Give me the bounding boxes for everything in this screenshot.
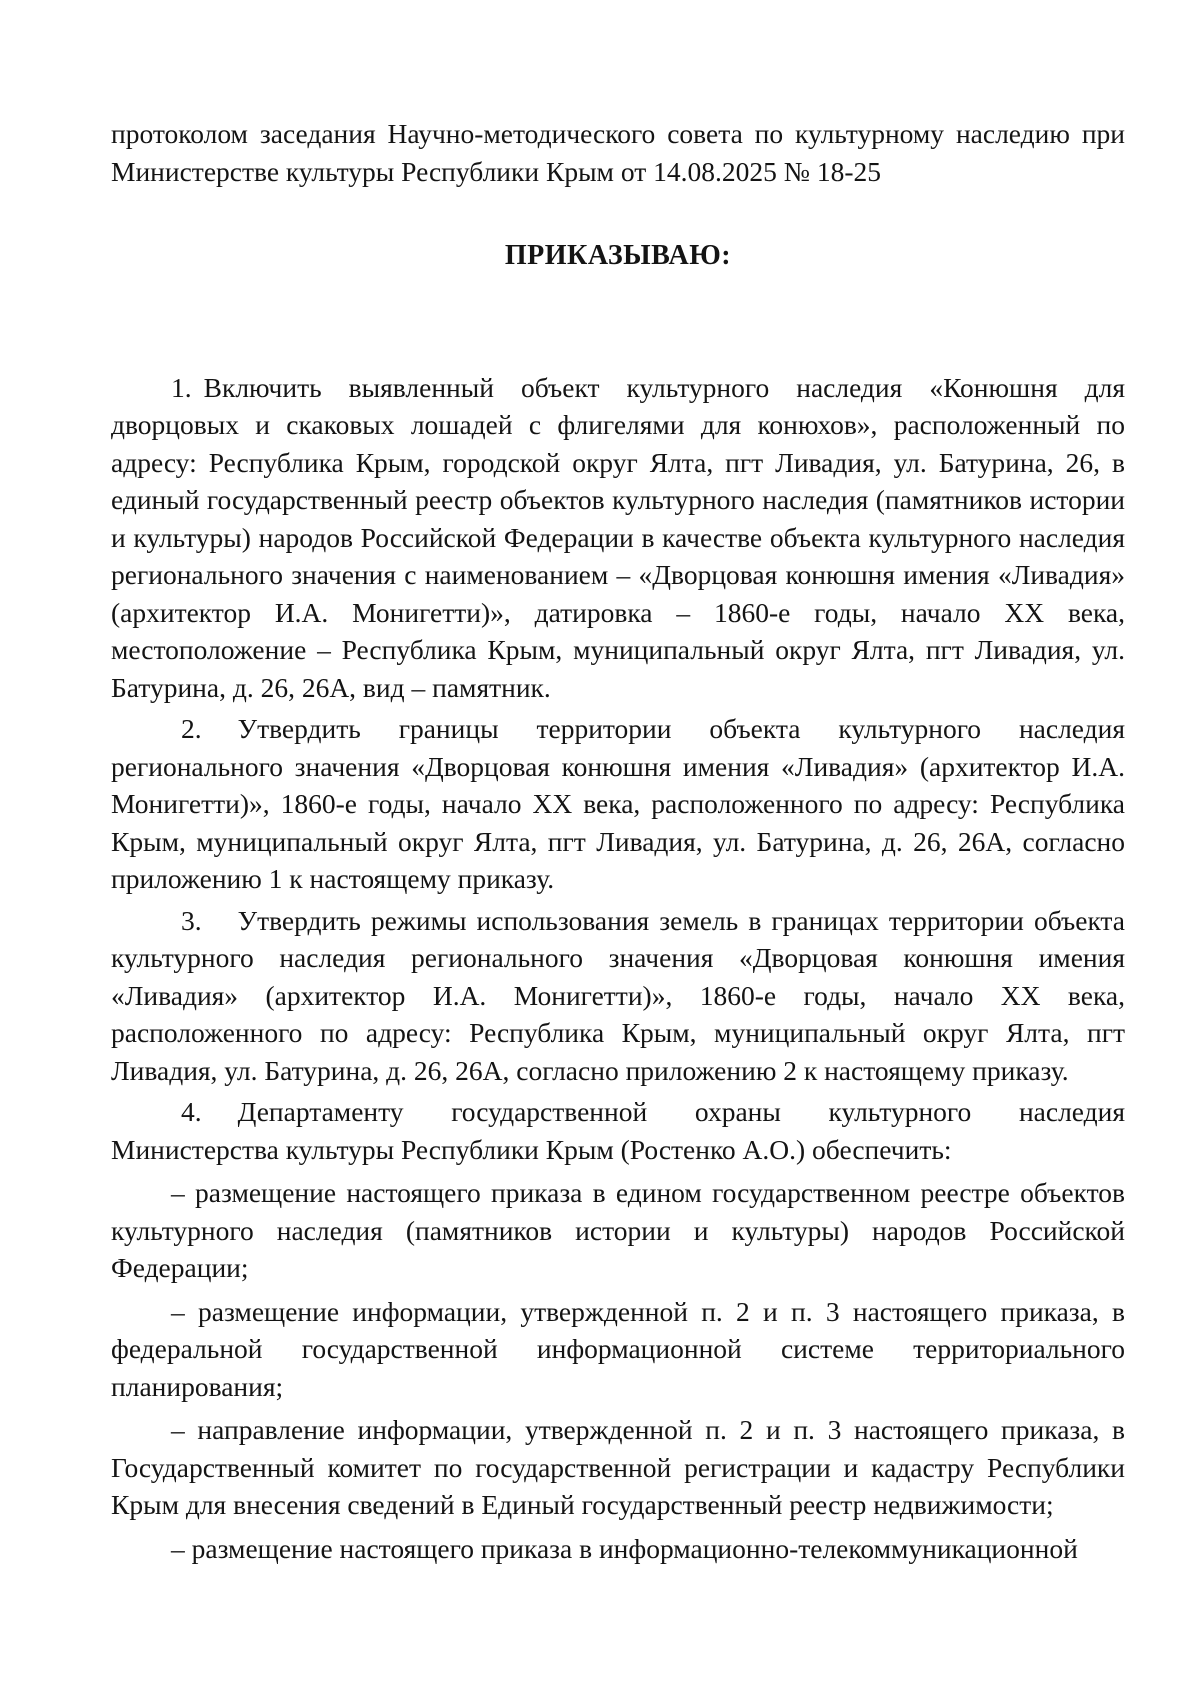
intro-paragraph: протоколом заседания Научно-методического совета по культурному наследию при Министерстве культуры Республики Крым от 14.08.2025 № 18-25 [111,118,1125,187]
item-text: Включить выявленный объект культурного наследия «Конюшня для дворцовых и скаковых лошадей с флигелями для конюхов», расположенный по адресу: Республика Крым, городской округ Ялта, пгт Ливадия, ул. Батурина, 26, в единый государственный реестр объектов культурного наследия (памятников истории и культуры) народов Российской Федерации в качестве объекта культурного наследия регионального значения с наименованием – «Дворцовая конюшня имения «Ливадия» (архитектор И.А. Монигетти)», датировка – 1860-е годы, начало XX века, местоположение – Республика Крым, муниципальный округ Ялта, пгт Ливадия, ул. Батурина, д. 26, 26А, вид – памятник. [111,371,1125,703]
item-number: 3. [181,904,202,936]
item-text: Утвердить режимы использования земель в границах территории объекта культурного наследия регионального значения «Дворцовая конюшня имения «Ливадия» (архитектор И.А. Монигетти)», 1860-е годы, начало XX века, расположенного по адресу: Республика Крым, муниципальный округ Ялта, пгт Ливадия, ул. Батурина, д. 26, 26А, согласно приложению 2 к настоящему приказу. [111,904,1125,1086]
item-text: Утвердить границы территории объекта культурного наследия регионального значения «Дворцовая конюшня имения «Ливадия» (архитектор И.А. Монигетти)», 1860-е годы, начало XX века, расположенного по адресу: Республика Крым, муниципальный округ Ялта, пгт Ливадия, ул. Батурина, д. 26, 26А, согласно приложению 1 к настоящему приказу. [111,713,1125,894]
subitem-3: – направление информации, утвержденной п. 2 и п. 3 настоящего приказа, в Государственный комитет по государственной регистрации и кадастру Республики Крым для внесения сведений в Единый государственный реестр недвижимости; [111,1414,1125,1520]
order-item-2 [111,710,1125,898]
subitem-4: – размещение настоящего приказа в информационно-телекоммуникационной [171,1532,1078,1564]
order-item-1 [111,369,1125,707]
item-number: 2. [181,713,202,744]
subitem-2: – размещение информации, утвержденной п. 2 и п. 3 настоящего приказа, в федеральной государственной информационной системе территориального планирования; [111,1295,1125,1402]
item-number: 4. [181,1096,202,1127]
item-text: Департаменту государственной охраны культурного наследия Министерства культуры Республики Крым (Ростенко А.О.) обеспечить: [111,1096,1125,1165]
document-page [111,115,1125,1567]
subitem-1: – размещение настоящего приказа в едином государственном реестре объектов культурного наследия (памятников истории и культуры) народов Российской Федерации; [111,1177,1125,1283]
item-number: 1. [171,371,192,403]
order-item-4 [111,1093,1125,1168]
order-heading: ПРИКАЗЫВАЮ: [504,240,732,271]
order-item-3 [111,902,1125,1090]
